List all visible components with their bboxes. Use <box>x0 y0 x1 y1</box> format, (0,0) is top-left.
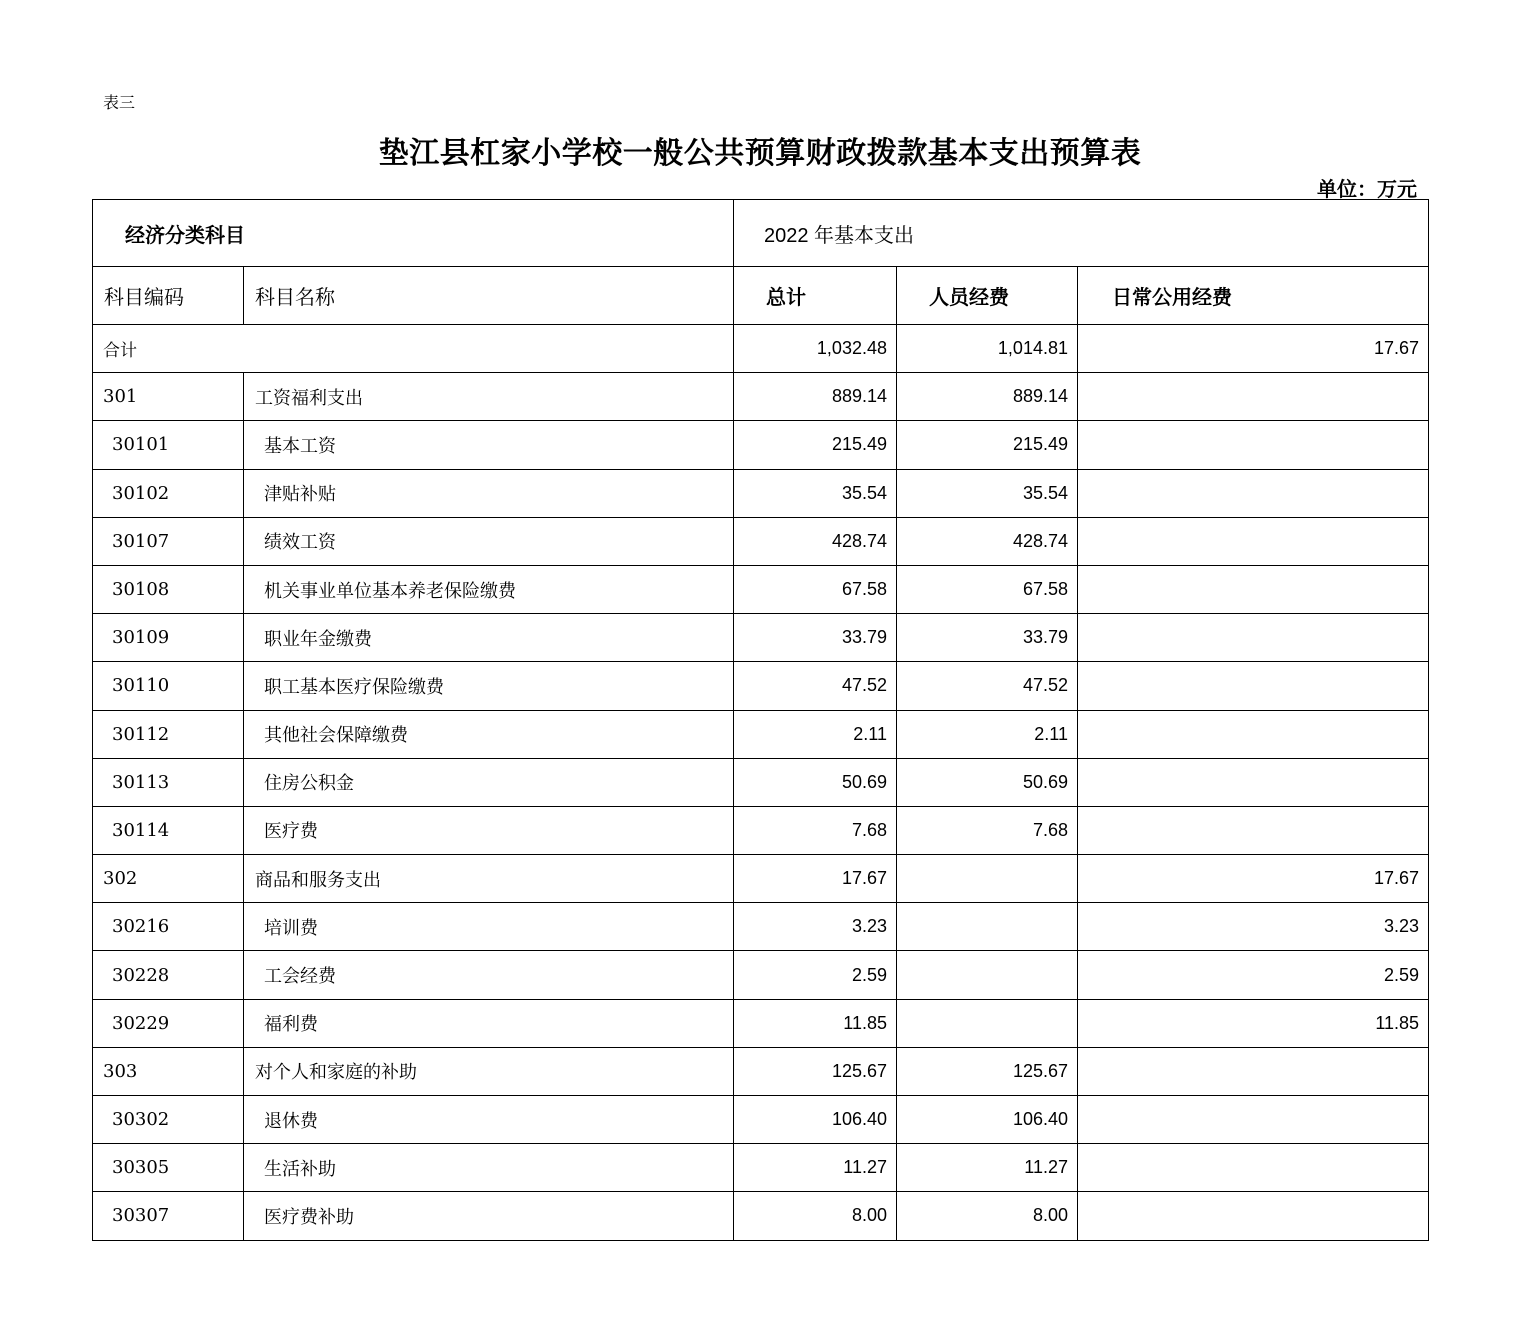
row-name: 绩效工资 <box>244 517 734 565</box>
row-public <box>1078 662 1429 710</box>
row-personnel: 215.49 <box>897 421 1078 469</box>
row-personnel: 33.79 <box>897 614 1078 662</box>
header-personnel: 人员经费 <box>897 267 1078 325</box>
row-public <box>1078 373 1429 421</box>
table-row <box>93 565 1429 613</box>
header-row-columns <box>93 267 1429 325</box>
row-public: 11.85 <box>1078 999 1429 1047</box>
row-personnel: 11.27 <box>897 1144 1078 1192</box>
row-name: 机关事业单位基本养老保险缴费 <box>244 565 734 613</box>
row-public <box>1078 758 1429 806</box>
row-total: 889.14 <box>734 373 897 421</box>
table-row <box>93 951 1429 999</box>
row-total: 11.27 <box>734 1144 897 1192</box>
row-code: 30112 <box>93 710 244 758</box>
row-name: 医疗费 <box>244 806 734 854</box>
row-public <box>1078 806 1429 854</box>
unit-label: 单位：万元 <box>1317 177 1417 201</box>
table-row <box>93 1047 1429 1095</box>
row-name: 住房公积金 <box>244 758 734 806</box>
row-name: 生活补助 <box>244 1144 734 1192</box>
row-code: 302 <box>93 855 244 903</box>
row-personnel <box>897 855 1078 903</box>
row-total: 2.59 <box>734 951 897 999</box>
row-total: 125.67 <box>734 1047 897 1095</box>
page-title: 垫江县杠家小学校一般公共预算财政拨款基本支出预算表 <box>378 136 1142 171</box>
row-total: 35.54 <box>734 469 897 517</box>
row-total: 106.40 <box>734 1096 897 1144</box>
row-public <box>1078 565 1429 613</box>
table-row <box>93 1096 1429 1144</box>
row-code: 30110 <box>93 662 244 710</box>
row-code: 30228 <box>93 951 244 999</box>
row-total: 215.49 <box>734 421 897 469</box>
table-row <box>93 1192 1429 1240</box>
row-name: 津贴补贴 <box>244 469 734 517</box>
row-total: 2.11 <box>734 710 897 758</box>
row-personnel: 47.52 <box>897 662 1078 710</box>
row-public <box>1078 1144 1429 1192</box>
row-personnel: 67.58 <box>897 565 1078 613</box>
row-code: 30302 <box>93 1096 244 1144</box>
table-row <box>93 806 1429 854</box>
row-personnel: 7.68 <box>897 806 1078 854</box>
row-personnel: 35.54 <box>897 469 1078 517</box>
row-code: 303 <box>93 1047 244 1095</box>
row-code: 30114 <box>93 806 244 854</box>
row-total: 33.79 <box>734 614 897 662</box>
row-total: 8.00 <box>734 1192 897 1240</box>
row-personnel: 106.40 <box>897 1096 1078 1144</box>
row-personnel: 50.69 <box>897 758 1078 806</box>
row-public: 3.23 <box>1078 903 1429 951</box>
table-row <box>93 855 1429 903</box>
header-row-group <box>93 200 1429 267</box>
table-row <box>93 614 1429 662</box>
row-code: 30113 <box>93 758 244 806</box>
row-name: 职业年金缴费 <box>244 614 734 662</box>
table-row <box>93 517 1429 565</box>
row-name: 福利费 <box>244 999 734 1047</box>
table-row <box>93 469 1429 517</box>
header-year-basic: 2022 年基本支出 <box>734 200 1429 267</box>
table-row <box>93 710 1429 758</box>
row-code: 30109 <box>93 614 244 662</box>
row-name: 培训费 <box>244 903 734 951</box>
row-public <box>1078 517 1429 565</box>
row-public: 17.67 <box>1078 855 1429 903</box>
row-personnel: 428.74 <box>897 517 1078 565</box>
row-code: 30107 <box>93 517 244 565</box>
total-row <box>93 325 1429 373</box>
row-public: 2.59 <box>1078 951 1429 999</box>
row-total: 67.58 <box>734 565 897 613</box>
total-label: 合计 <box>93 325 734 373</box>
row-name: 医疗费补助 <box>244 1192 734 1240</box>
row-personnel: 2.11 <box>897 710 1078 758</box>
row-name: 其他社会保障缴费 <box>244 710 734 758</box>
row-personnel <box>897 999 1078 1047</box>
total-total: 1,032.48 <box>734 325 897 373</box>
header-total: 总计 <box>734 267 897 325</box>
row-code: 30102 <box>93 469 244 517</box>
row-code: 30216 <box>93 903 244 951</box>
table-row <box>93 662 1429 710</box>
row-total: 3.23 <box>734 903 897 951</box>
row-code: 30229 <box>93 999 244 1047</box>
table-row <box>93 421 1429 469</box>
row-total: 50.69 <box>734 758 897 806</box>
table-row <box>93 903 1429 951</box>
row-public <box>1078 1192 1429 1240</box>
table-row <box>93 999 1429 1047</box>
row-public <box>1078 421 1429 469</box>
row-public <box>1078 614 1429 662</box>
row-total: 17.67 <box>734 855 897 903</box>
header-econ-class: 经济分类科目 <box>93 200 734 267</box>
row-total: 428.74 <box>734 517 897 565</box>
row-code: 30101 <box>93 421 244 469</box>
row-personnel <box>897 951 1078 999</box>
row-total: 47.52 <box>734 662 897 710</box>
header-name: 科目名称 <box>244 267 734 325</box>
row-code: 30307 <box>93 1192 244 1240</box>
table-number-label: 表三 <box>103 93 136 112</box>
table-row <box>93 1144 1429 1192</box>
row-personnel: 125.67 <box>897 1047 1078 1095</box>
row-total: 7.68 <box>734 806 897 854</box>
header-code: 科目编码 <box>93 267 244 325</box>
table-row <box>93 373 1429 421</box>
row-public <box>1078 1047 1429 1095</box>
total-public: 17.67 <box>1078 325 1429 373</box>
row-total: 11.85 <box>734 999 897 1047</box>
row-public <box>1078 469 1429 517</box>
row-code: 30108 <box>93 565 244 613</box>
row-name: 基本工资 <box>244 421 734 469</box>
total-personnel: 1,014.81 <box>897 325 1078 373</box>
row-public <box>1078 710 1429 758</box>
row-personnel: 8.00 <box>897 1192 1078 1240</box>
row-public <box>1078 1096 1429 1144</box>
row-name: 职工基本医疗保险缴费 <box>244 662 734 710</box>
table-row <box>93 758 1429 806</box>
row-personnel: 889.14 <box>897 373 1078 421</box>
row-name: 对个人和家庭的补助 <box>244 1047 734 1095</box>
header-public: 日常公用经费 <box>1078 267 1429 325</box>
row-name: 商品和服务支出 <box>244 855 734 903</box>
row-code: 30305 <box>93 1144 244 1192</box>
row-name: 工会经费 <box>244 951 734 999</box>
budget-table <box>92 199 1429 1241</box>
row-name: 退休费 <box>244 1096 734 1144</box>
row-name: 工资福利支出 <box>244 373 734 421</box>
row-code: 301 <box>93 373 244 421</box>
row-personnel <box>897 903 1078 951</box>
